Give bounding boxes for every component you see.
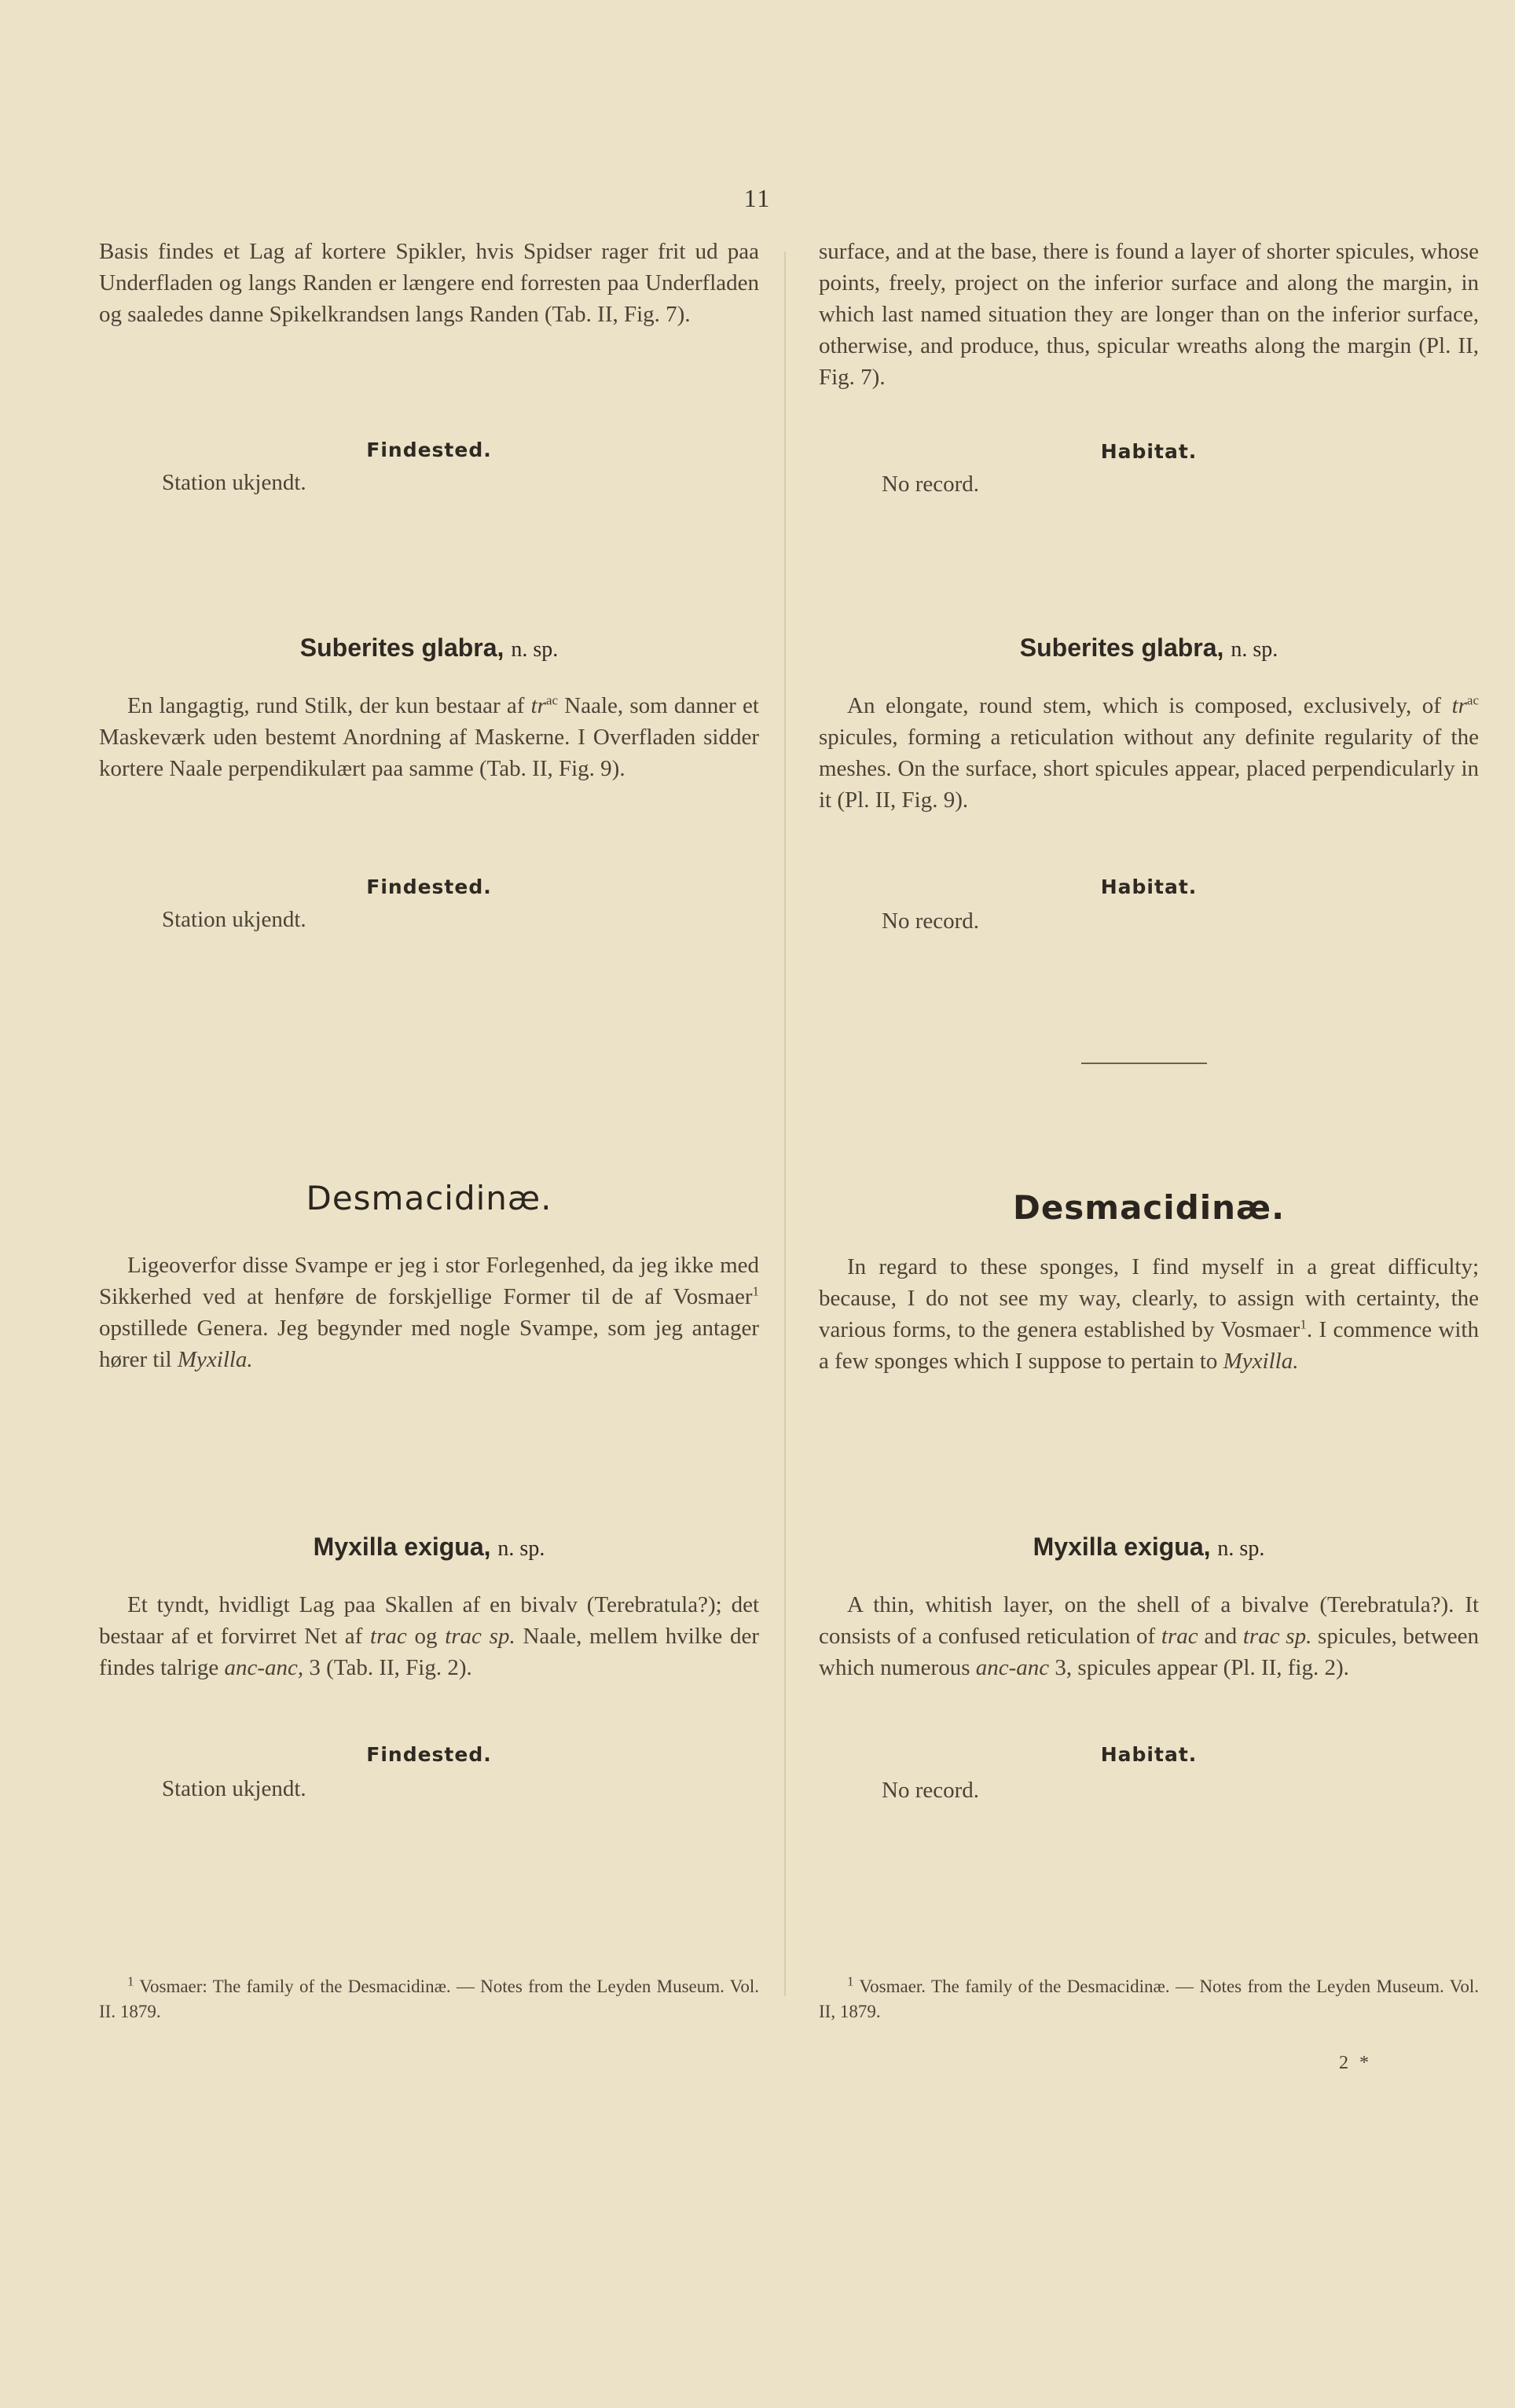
column-divider	[784, 251, 786, 1996]
station-text: Station ukjendt.	[162, 470, 306, 495]
intro-paragraph: surface, and at the base, there is found a layer of shorter spicules, whose points, freely, project on the inferior surface and along the margin, in which last named situation they are longer than on the inferior surface, otherwise, and produce, thus, spicular wreaths along the margin (Pl. II, Fig. 7).	[819, 239, 1479, 390]
locality-heading: Findested.	[366, 1743, 492, 1766]
locality-heading: Findested.	[366, 875, 492, 898]
habitat-heading: Habitat.	[1100, 875, 1198, 898]
signature-mark: 2 *	[1339, 2053, 1372, 2073]
species-heading: Myxilla exigua, n. sp.	[1033, 1533, 1265, 1561]
section-rule	[1081, 1063, 1207, 1064]
record-text: No record.	[882, 909, 980, 934]
species-description: A thin, whitish layer, on the shell of a bivalve (Terebratula?). It consists of a confused reticulation of trac and trac sp. spicules, between which numerous anc-anc 3, spicules appear (Pl. II, fig. 2).	[819, 1592, 1479, 1680]
family-description: Ligeoverfor disse Svampe er jeg i stor Forlegenhed, da jeg ikke med Sikkerhed ved at henføre de forskjellige Former til de af Vosmaer$^1$ opstillede Genera. Jeg begynder med nogle Svampe, som jeg antager hører til Myxilla.	[99, 1253, 759, 1372]
species-heading: Suberites glabra, n. sp.	[299, 633, 559, 662]
record-text: No record.	[882, 472, 980, 497]
species-description: An elongate, round stem, which is composed, exclusively, of $tr^{ac}$ spicules, forming a reticulation without any definite regularity of the meshes. On the surface, short spicules appear, placed perpendicularly in it (Pl. II, Fig. 9).	[819, 692, 1479, 813]
page-number: 11	[743, 184, 772, 212]
footnote: $^1$ Vosmaer: The family of the Desmacidinæ. — Notes from the Leyden Museum. Vol. II. 1879.	[99, 1973, 759, 2021]
habitat-heading: Habitat.	[1100, 1743, 1198, 1766]
family-heading: Desmacidinæ.	[306, 1179, 552, 1217]
station-text: Station ukjendt.	[162, 907, 306, 932]
family-heading: Desmacidinæ.	[1012, 1188, 1286, 1227]
family-description: In regard to these sponges, I find myself in a great difficulty; because, I do not see my way, clearly, to assign with certainty, the various forms, to the genera established by Vosmaer$^1$. I commence with a few sponges which I suppose to pertain to Myxilla.	[819, 1254, 1479, 1374]
footnote: $^1$ Vosmaer. The family of the Desmacidinæ. — Notes from the Leyden Museum. Vol. II, 1879.	[819, 1973, 1479, 2021]
intro-paragraph: Basis findes et Lag af kortere Spikler, hvis Spidser rager frit ud paa Underfladen og langs Randen er længere end forresten paa Underfladen og saaledes danne Spikelkrandsen langs Randen (Tab. II, Fig. 7).	[99, 239, 759, 327]
species-description: Et tyndt, hvidligt Lag paa Skallen af en bivalv (Terebratula?); det bestaar af et forvirret Net af trac og trac sp. Naale, mellem hvilke der findes talrige anc-anc, 3 (Tab. II, Fig. 2).	[99, 1592, 760, 1680]
record-text: No record.	[882, 1778, 980, 1803]
species-description: En langagtig, rund Stilk, der kun bestaar af $tr^{ac}$ Naale, som danner et Maskeværk uden bestemt Anordning af Maskerne. I Overfladen sidder kortere Naale perpendikulært paa samme (Tab. II, Fig. 9).	[99, 692, 759, 781]
species-heading: Suberites glabra, n. sp.	[1019, 633, 1278, 662]
station-text: Station ukjendt.	[162, 1776, 306, 1801]
habitat-heading: Habitat.	[1100, 440, 1198, 463]
species-heading: Myxilla exigua, n. sp.	[313, 1533, 545, 1561]
locality-heading: Findested.	[366, 439, 492, 461]
